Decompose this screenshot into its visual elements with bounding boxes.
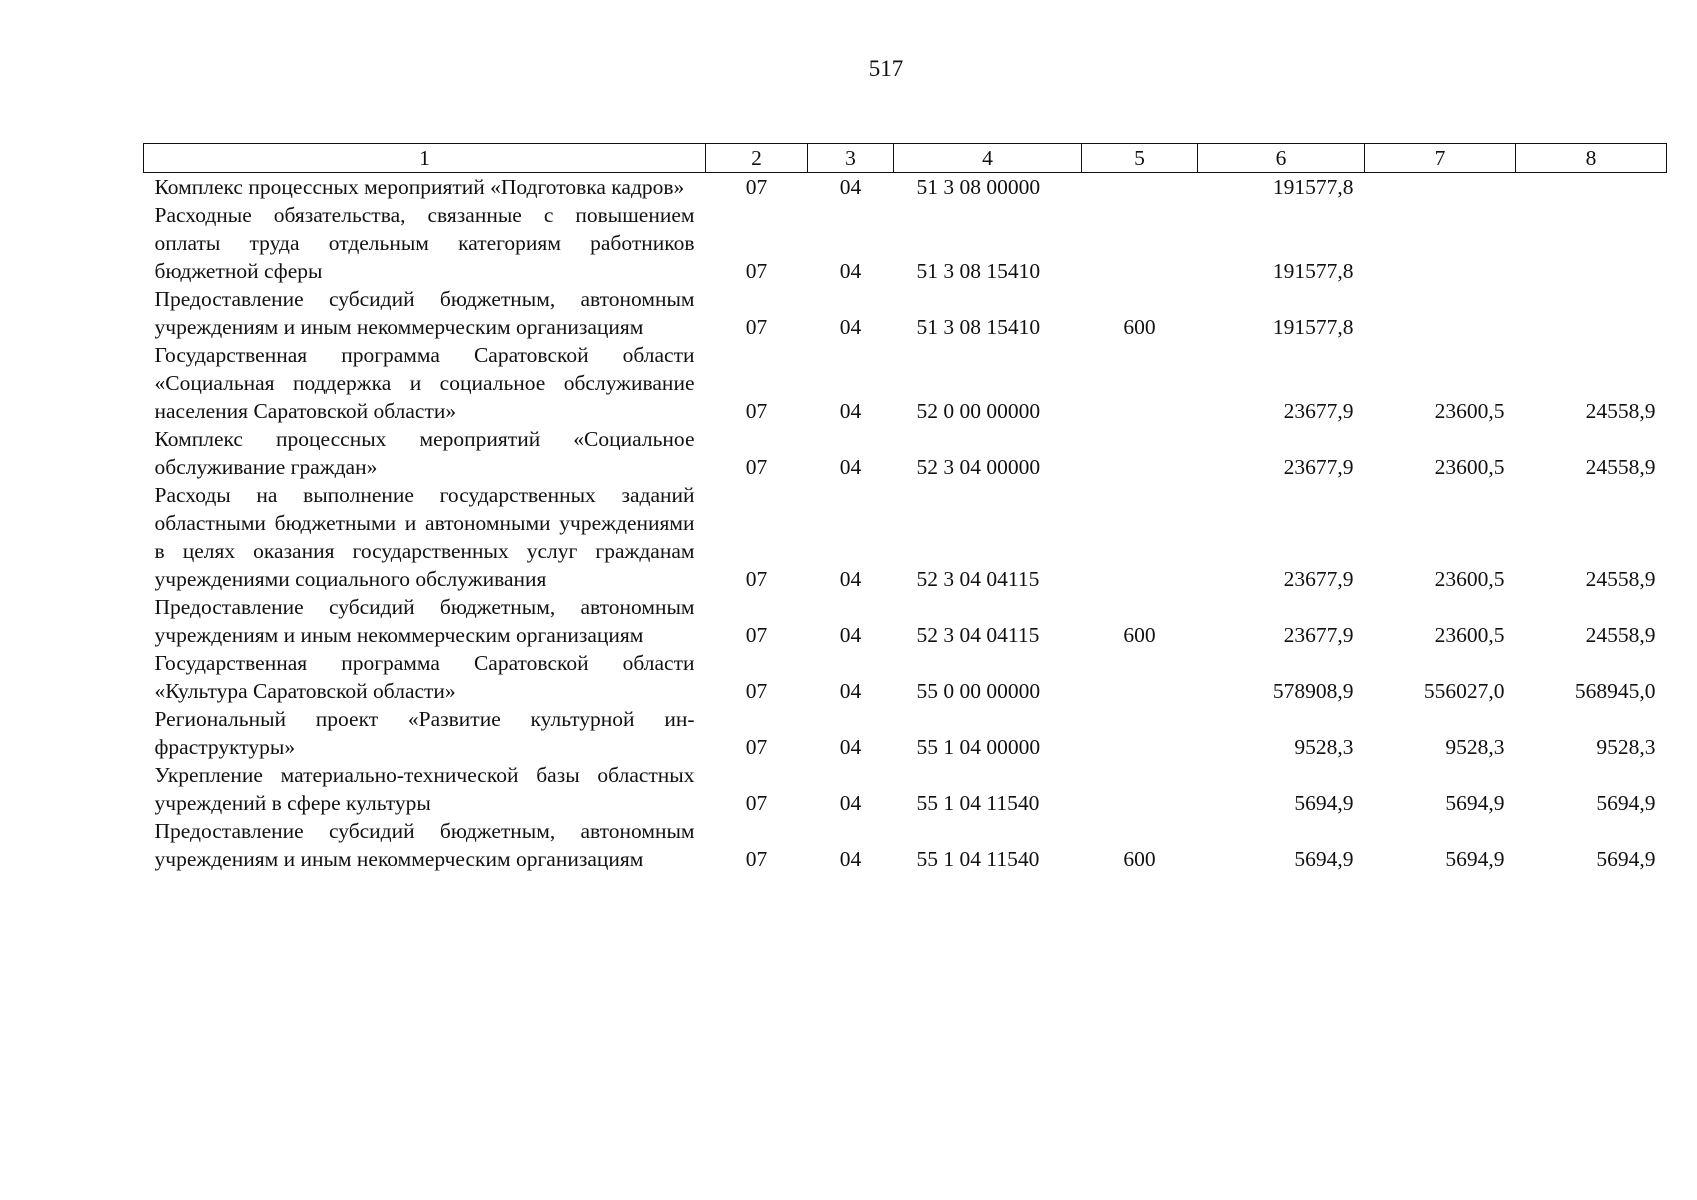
table-row [144,425,1667,481]
row-amount-col7: 23600,5 [1434,623,1505,647]
row-section: 07 [745,735,768,759]
row-name: Предоставление субсидий бюджетным, автономным учреждениям и иным некоммерческим организациям [154,595,695,647]
row-amount-col7 [1365,201,1516,285]
table-row [144,705,1667,761]
row-expense-type [1082,173,1198,202]
row-subsection: 04 [839,791,862,815]
row-expense-type [1082,649,1198,705]
row-section: 07 [745,791,768,815]
header-row [144,144,1667,173]
row-amount-col8: 24558,9 [1585,567,1656,591]
row-amount-col6: 9528,3 [1294,735,1354,759]
row-amount-col7: 5694,9 [1445,847,1505,871]
row-subsection: 04 [839,175,862,199]
row-subsection: 04 [839,847,862,871]
row-amount-col7 [1365,173,1516,202]
row-amount-col8: 24558,9 [1585,455,1656,479]
row-amount-col6: 23677,9 [1283,399,1354,423]
row-amount-col6: 578908,9 [1272,679,1354,703]
row-name: Государственная программа Саратовской области «Культура Саратовской области» [154,651,695,703]
row-amount-col6: 23677,9 [1283,623,1354,647]
row-name: Государственная программа Саратовской области «Социальная поддержка и социальное обслуживание населения Саратовской области» [154,343,695,423]
row-subsection: 04 [839,567,862,591]
page-number: 517 [868,56,904,81]
row-expense-type [1082,201,1198,285]
column-header-3: 3 [808,144,894,173]
column-header-6: 6 [1198,144,1365,173]
table-row [144,593,1667,649]
row-amount-col8 [1516,285,1667,341]
row-section: 07 [745,567,768,591]
row-expense-type [1082,705,1198,761]
row-amount-col7 [1365,285,1516,341]
row-expense-type: 600 [1123,847,1156,871]
row-section: 07 [745,847,768,871]
row-target-code: 55 1 04 11540 [916,791,1040,815]
row-subsection: 04 [839,259,862,283]
table-row [144,481,1667,593]
row-amount-col8: 5694,9 [1596,847,1656,871]
row-amount-col8: 568945,0 [1574,679,1656,703]
column-header-7: 7 [1365,144,1516,173]
row-expense-type [1082,425,1198,481]
row-amount-col6: 5694,9 [1294,791,1354,815]
row-name: Комплекс процессных мероприятий «Подготовка кадров» [154,175,685,199]
row-expense-type [1082,761,1198,817]
row-amount-col7: 556027,0 [1423,679,1505,703]
row-amount-col6: 191577,8 [1272,259,1354,283]
budget-table [143,143,1667,873]
table-body [144,173,1667,874]
row-amount-col7: 23600,5 [1434,399,1505,423]
row-amount-col6: 23677,9 [1283,567,1354,591]
table-header [144,144,1667,173]
table-row [144,201,1667,285]
row-amount-col8: 24558,9 [1585,399,1656,423]
row-target-code: 55 1 04 11540 [916,847,1040,871]
row-section: 07 [745,623,768,647]
row-expense-type: 600 [1123,623,1156,647]
row-subsection: 04 [839,399,862,423]
column-header-4: 4 [894,144,1082,173]
row-target-code: 52 3 04 04115 [916,567,1040,591]
row-target-code: 51 3 08 15410 [916,315,1041,339]
column-header-2: 2 [706,144,808,173]
row-amount-col8: 9528,3 [1596,735,1656,759]
row-section: 07 [745,399,768,423]
row-amount-col7: 23600,5 [1434,567,1505,591]
row-amount-col7: 5694,9 [1445,791,1505,815]
row-amount-col6: 191577,8 [1272,315,1354,339]
row-target-code: 52 3 04 04115 [916,623,1040,647]
table-row [144,817,1667,873]
row-target-code: 52 3 04 00000 [916,455,1041,479]
row-section: 07 [745,455,768,479]
row-amount-col6: 5694,9 [1294,847,1354,871]
row-target-code: 55 1 04 00000 [916,735,1041,759]
table-row [144,173,1667,202]
row-expense-type [1082,481,1198,593]
row-target-code: 52 0 00 00000 [916,399,1041,423]
column-header-1: 1 [144,144,706,173]
row-subsection: 04 [839,679,862,703]
row-subsection: 04 [839,735,862,759]
row-subsection: 04 [839,623,862,647]
row-target-code: 55 0 00 00000 [916,679,1041,703]
row-name: Региональный проект «Развитие культурной инфраструктуры» [154,707,695,759]
row-amount-col8 [1516,201,1667,285]
table-row [144,285,1667,341]
table-row [144,341,1667,425]
table-row [144,649,1667,705]
column-header-5: 5 [1082,144,1198,173]
row-section: 07 [745,259,768,283]
row-target-code: 51 3 08 15410 [916,259,1041,283]
row-name: Предоставление субсидий бюджетным, автономным учреждениям и иным некоммерческим организациям [154,287,695,339]
row-name: Комплекс процессных мероприятий «Социальное обслуживание граждан» [154,427,695,479]
row-section: 07 [745,315,768,339]
table-row [144,761,1667,817]
row-amount-col8: 24558,9 [1585,623,1656,647]
row-name: Предоставление субсидий бюджетным, автономным учреждениям и иным некоммерческим организациям [154,819,695,871]
row-name: Укрепление материально-технической базы областных учреждений в сфере культуры [154,763,695,815]
row-amount-col7: 9528,3 [1445,735,1505,759]
row-name: Расходные обязательства, связанные с повышением оплаты труда отдельным категориям работников бюджетной сферы [154,203,695,283]
row-name: Расходы на выполнение государственных заданий областными бюджетными и автономными учреждениями в целях оказания государственных услуг гражданам учреждениями социального обслуживания [154,483,695,591]
row-subsection: 04 [839,315,862,339]
column-header-8: 8 [1516,144,1667,173]
row-target-code: 51 3 08 00000 [916,175,1041,199]
row-expense-type: 600 [1123,315,1156,339]
row-expense-type [1082,341,1198,425]
row-section: 07 [745,175,768,199]
row-subsection: 04 [839,455,862,479]
row-amount-col6: 23677,9 [1283,455,1354,479]
row-amount-col6: 191577,8 [1272,175,1354,199]
row-amount-col8: 5694,9 [1596,791,1656,815]
row-amount-col8 [1516,173,1667,202]
row-amount-col7: 23600,5 [1434,455,1505,479]
row-section: 07 [745,679,768,703]
